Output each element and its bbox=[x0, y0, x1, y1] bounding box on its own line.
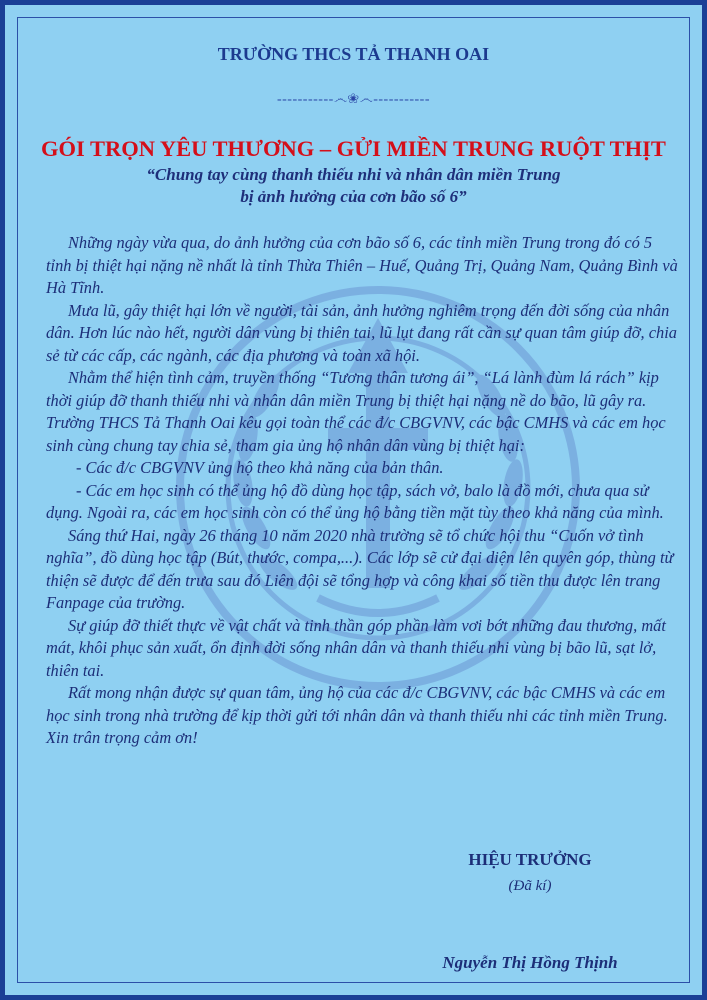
closing-thanks: Xin trân trọng cảm ơn! bbox=[46, 728, 198, 747]
signature-name: Nguyễn Thị Hồng Thịnh bbox=[442, 953, 618, 972]
letter-body bbox=[46, 232, 678, 750]
paragraph-appeal: Nhằm thể hiện tình cảm, truyền thống “Tương thân tương ái”, “Lá lành đùm lá rách” kịp thời giúp đỡ thanh thiếu nhi và nhân dân miền Trung bị thiệt hại nặng nề do bão, lũ gây ra. Trường THCS Tả Thanh Oai kêu gọi toàn thể các đ/c CBGVNV, các bậc CMHS và các em học sinh cùng chung tay chia sẻ, tham gia ủng hộ nhân dân vùng bị thiệt hại: bbox=[46, 368, 666, 455]
subtitle bbox=[0, 164, 707, 208]
subtitle-line-2: bị ảnh hưởng của cơn bão số 6” bbox=[240, 187, 467, 206]
paragraph-intro: Những ngày vừa qua, do ảnh hưởng của cơn bão số 6, các tỉnh miền Trung trong đó có 5 tỉnh bị thiệt hại nặng nề nhất là tỉnh Thừa Thiên – Huế, Quảng Trị, Quảng Nam, Quảng Bình và Hà Tĩnh. bbox=[46, 233, 678, 297]
paragraph-event: Sáng thứ Hai, ngày 26 tháng 10 năm 2020 nhà trường sẽ tổ chức hội thu “Cuốn vở tình nghĩa”, đồ dùng học tập (Bút, thước, compa,...). Các lớp sẽ cử đại diện lên quyên góp, thùng từ thiện sẽ được để đến trưa sau đó Liên đội sẽ tổng hợp và công khai số tiền thu được lên trang Fanpage của trường. bbox=[46, 525, 674, 612]
signature-role: HIỆU TRƯỞNG bbox=[468, 850, 592, 869]
bullet-staff: - Các đ/c CBGVNV ủng hộ theo khả năng của bản thân. bbox=[76, 458, 444, 477]
paragraph-support: Sự giúp đỡ thiết thực về vật chất và tinh thần góp phần làm vơi bớt những đau thương, mất mát, khôi phục sản xuất, ổn định đời sống nhân dân và thanh thiếu nhi vùng bị bão lũ, sạt lở, thiên tai. bbox=[46, 615, 666, 680]
paragraph-damage: Mưa lũ, gây thiệt hại lớn về người, tài sản, ảnh hưởng nghiêm trọng đến đời sống của nhân dân. Hơn lúc nào hết, người dân vùng bị thiên tai, lũ lụt đang rất cần sự quan tâm giúp đỡ, chia sẻ từ các cấp, các ngành, các địa phương và toàn xã hội. bbox=[46, 300, 677, 365]
bullet-students: - Các em học sinh có thể ủng hộ đồ dùng học tập, sách vở, balo là đồ mới, chưa qua sử dụng. Ngoài ra, các em học sinh còn có thể ủng hộ bằng tiền mặt tùy theo khả năng của mình. bbox=[46, 480, 664, 522]
subtitle-line-1: “Chung tay cùng thanh thiếu nhi và nhân dân miền Trung bbox=[146, 165, 561, 184]
page-title: GÓI TRỌN YÊU THƯƠNG – GỬI MIỀN TRUNG RUỘT THỊT bbox=[41, 136, 666, 161]
ornament-divider-icon: -----------෴❀෴----------- bbox=[276, 92, 431, 107]
school-name: TRƯỜNG THCS TẢ THANH OAI bbox=[217, 44, 490, 64]
signature-note: (Đã kí) bbox=[508, 878, 552, 894]
paragraph-request: Rất mong nhận được sự quan tâm, ủng hộ của các đ/c CBGVNV, các bậc CMHS và các em học sinh trong nhà trường để kịp thời gửi tới nhân dân và thanh thiếu nhi các tỉnh miền Trung. bbox=[46, 683, 668, 725]
